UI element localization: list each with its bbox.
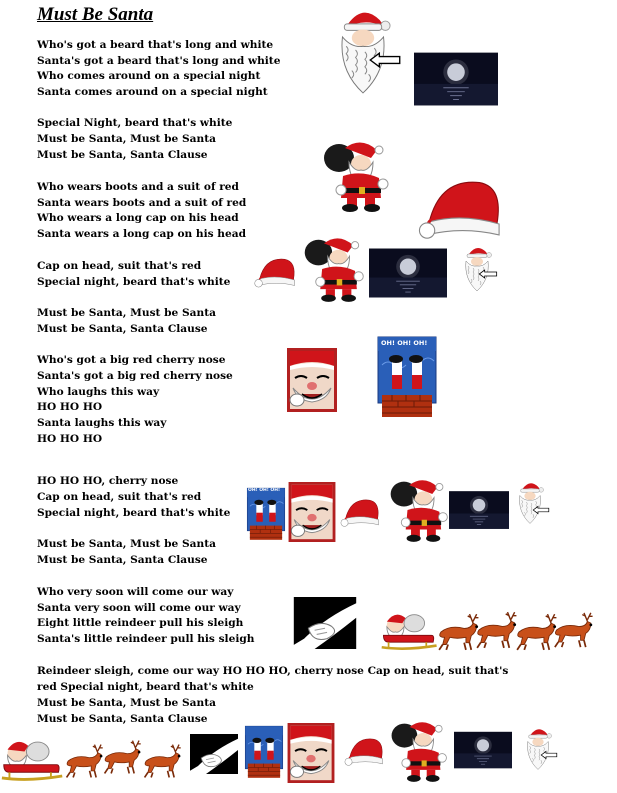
santa-laughing-image [288,482,336,542]
lyric-line: Santa comes around on a special night [37,86,268,98]
santa-glove-image [189,734,239,774]
moon-night-image [454,730,512,770]
arrow-icon [478,269,498,279]
banner-caption: OH! OH! OH! [248,488,281,493]
santa-sleigh-image [0,734,66,786]
oh-oh-oh-banner-image [244,724,284,780]
moon-night-image [369,245,447,301]
santa-laughing-image [287,348,337,412]
lyric-line: Special night, beard that's white [37,276,231,288]
santa-laughing-image [287,723,335,783]
santa-beard-image [462,243,492,293]
santa-with-sack-image [302,236,366,302]
reindeer-image [138,742,184,780]
santa-with-sack-image [320,140,392,212]
oh-oh-oh-banner-image [246,486,286,542]
lyric-line: Who wears boots and a suit of red [37,181,239,193]
santa-cap-image [344,736,386,770]
lyric-line: red Special night, beard that's white [37,681,254,693]
lyric-line: Who's got a big red cherry nose [37,354,226,366]
lyric-line: Who wears a long cap on his head [37,212,239,224]
lyric-line: Who laughs this way [37,386,160,398]
lyric-line: Santa's got a beard that's long and white [37,55,281,67]
lyric-line: Must be Santa, Santa Clause [37,554,208,566]
lyric-line: Who very soon will come our way [37,586,234,598]
lyric-line: Reindeer sleigh, come our way HO HO HO, cherry nose Cap on head, suit that's [37,665,509,677]
lyric-line: Who comes around on a special night [37,70,261,82]
lyric-line: Must be Santa, Santa Clause [37,323,208,335]
lyric-line: HO HO HO, cherry nose [37,475,179,487]
santa-glove-image [291,597,359,649]
lyric-line: Must be Santa, Santa Clause [37,713,208,725]
santa-cap-image [418,176,506,248]
santa-cap-image [254,256,298,292]
lyric-line: Cap on head, suit that's red [37,260,202,272]
banner-caption: OH! OH! OH! [381,339,428,347]
santa-with-sack-image [388,478,450,542]
lyric-line: Must be Santa, Must be Santa [37,307,216,319]
lyric-line: Cap on head, suit that's red [37,491,202,503]
lyric-line: Santa wears a long cap on his head [37,228,247,240]
lyric-line: Special night, beard that's white [37,507,231,519]
lyric-line: Must be Santa, Must be Santa [37,697,216,709]
lyric-line: Must be Santa, Must be Santa [37,538,216,550]
lyric-line: Santa laughs this way [37,417,167,429]
lyric-line: HO HO HO [37,401,103,413]
lyric-line: Must be Santa, Santa Clause [37,149,208,161]
lyric-line: Who's got a beard that's long and white [37,39,274,51]
lyric-line: Santa's little reindeer pull his sleigh [37,633,255,645]
arrow-icon [368,52,402,68]
santa-beard-image [335,2,391,98]
page-title: Must Be Santa [37,4,154,25]
lyric-line: Must be Santa, Must be Santa [37,133,216,145]
santa-sleigh-image [380,609,440,653]
arrow-icon [540,750,558,760]
lyric-line: Santa very soon will come our way [37,602,241,614]
santa-beard-image [516,478,544,526]
moon-night-image [449,489,509,531]
santa-cap-image [340,497,382,531]
moon-night-image [414,50,498,108]
lyric-line: Special Night, beard that's white [37,117,233,129]
santa-beard-image [524,724,552,772]
oh-oh-oh-banner-image [376,335,438,419]
lyric-line: Eight little reindeer pull his sleigh [37,617,244,629]
lyric-line: Santa wears boots and a suit of red [37,197,247,209]
lyric-line: HO HO HO [37,433,103,445]
reindeer-image [548,610,596,650]
santa-with-sack-image [389,720,449,782]
lyric-line: Santa's got a big red cherry nose [37,370,233,382]
arrow-icon [532,505,550,515]
